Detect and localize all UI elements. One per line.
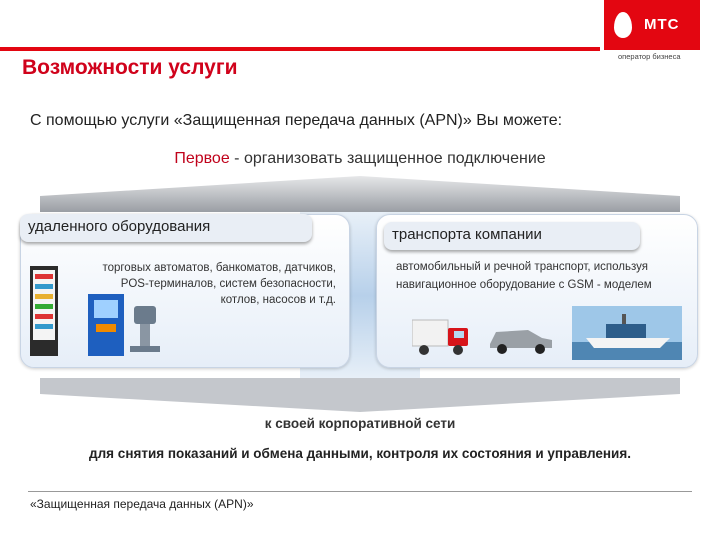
company-transport-description: автомобильный и речной транспорт, используя навигационное оборудование с GSM - моделем [396,261,652,291]
corporate-network-text: к своей корпоративной сети [264,416,456,431]
footer-text: «Защищенная передача данных (APN)» [30,497,254,511]
remote-equipment-description: торговых автоматов, банкоматов, датчиков, POS-терминалов, систем безопасности, котлов, насосов и т.д. [102,262,336,306]
first-text: - организовать защищенное подключение [229,150,546,167]
atm-icon [88,294,124,356]
footer-divider [28,491,692,492]
intro-text: С помощью услуги «Защищенная передача данных (APN)» Вы можете: [30,112,563,129]
sensor-icon [130,306,160,352]
logo-brand: МТС [644,16,680,33]
first-label: Первое [174,150,230,167]
remote-equipment-heading: удаленного оборудования [20,214,312,242]
company-transport-heading: транспорта компании [384,222,640,250]
truck-icon [412,320,468,355]
car-icon [490,330,552,354]
top-arrow [40,176,680,212]
vending-machine-icon [30,266,58,356]
equipment-images [30,266,180,358]
boat-image [572,306,682,360]
bottom-arrow [40,378,680,412]
page-title: Возможности услуги [22,56,238,79]
logo-subtitle: оператор бизнеса [618,52,681,61]
purpose-text: для снятия показаний и обмена данными, контроля их состояния и управления. [89,446,631,461]
vehicle-images [412,316,560,360]
